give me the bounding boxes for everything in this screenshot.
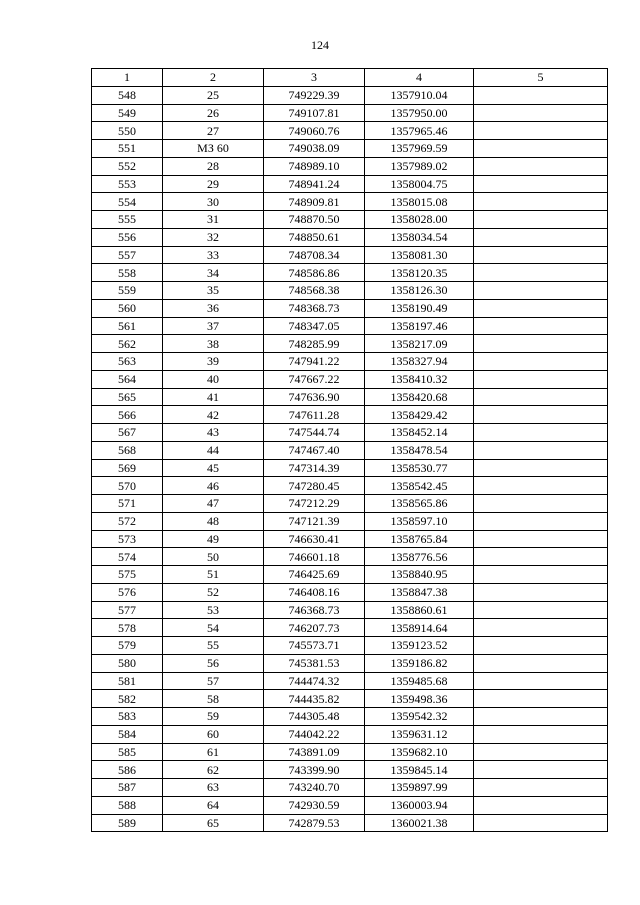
x-coordinate-cell: 747544.74 (264, 424, 365, 442)
table-row (92, 672, 608, 690)
x-coordinate-cell: 748368.73 (264, 299, 365, 317)
page-number: 124 (311, 38, 329, 52)
point-cell: 28 (163, 157, 264, 175)
y-coordinate-cell: 1360021.38 (365, 814, 474, 832)
point-cell: 44 (163, 441, 264, 459)
x-coordinate-cell: 748708.34 (264, 246, 365, 264)
table-body (92, 86, 608, 832)
table-row (92, 264, 608, 282)
notes-cell (474, 406, 608, 424)
notes-cell (474, 477, 608, 495)
notes-cell (474, 814, 608, 832)
table-row (92, 725, 608, 743)
row-number-cell: 588 (92, 796, 163, 814)
point-cell: 37 (163, 317, 264, 335)
x-coordinate-cell: 747121.39 (264, 512, 365, 530)
x-coordinate-cell: 748989.10 (264, 157, 365, 175)
row-number-cell: 580 (92, 654, 163, 672)
row-number-cell: 562 (92, 335, 163, 353)
row-number-cell: 579 (92, 637, 163, 655)
notes-cell (474, 388, 608, 406)
x-coordinate-cell: 748568.38 (264, 282, 365, 300)
row-number-cell: 581 (92, 672, 163, 690)
row-number-cell: 584 (92, 725, 163, 743)
y-coordinate-cell: 1358452.14 (365, 424, 474, 442)
point-cell: 48 (163, 512, 264, 530)
point-cell: 39 (163, 353, 264, 371)
point-cell: МЗ 60 (163, 140, 264, 158)
x-coordinate-cell: 748870.50 (264, 211, 365, 229)
row-number-cell: 568 (92, 441, 163, 459)
row-number-cell: 552 (92, 157, 163, 175)
row-number-cell: 565 (92, 388, 163, 406)
table-row (92, 690, 608, 708)
row-number-cell: 564 (92, 370, 163, 388)
x-coordinate-cell: 747667.22 (264, 370, 365, 388)
row-number-cell: 561 (92, 317, 163, 335)
y-coordinate-cell: 1358840.95 (365, 566, 474, 584)
point-cell: 42 (163, 406, 264, 424)
x-coordinate-cell: 748850.61 (264, 228, 365, 246)
row-number-cell: 572 (92, 512, 163, 530)
y-coordinate-cell: 1358120.35 (365, 264, 474, 282)
notes-cell (474, 228, 608, 246)
x-coordinate-cell: 749038.09 (264, 140, 365, 158)
y-coordinate-cell: 1358847.38 (365, 583, 474, 601)
notes-cell (474, 761, 608, 779)
table-row (92, 637, 608, 655)
point-cell: 50 (163, 548, 264, 566)
table-row (92, 601, 608, 619)
point-cell: 41 (163, 388, 264, 406)
y-coordinate-cell: 1357969.59 (365, 140, 474, 158)
x-coordinate-cell: 745573.71 (264, 637, 365, 655)
notes-cell (474, 122, 608, 140)
row-number-cell: 551 (92, 140, 163, 158)
row-number-cell: 554 (92, 193, 163, 211)
column-header-1: 1 (92, 69, 163, 87)
row-number-cell: 556 (92, 228, 163, 246)
notes-cell (474, 175, 608, 193)
table-row (92, 104, 608, 122)
table-row (92, 548, 608, 566)
y-coordinate-cell: 1358429.42 (365, 406, 474, 424)
y-coordinate-cell: 1358597.10 (365, 512, 474, 530)
point-cell: 31 (163, 211, 264, 229)
table-row (92, 335, 608, 353)
table-row (92, 282, 608, 300)
y-coordinate-cell: 1358765.84 (365, 530, 474, 548)
row-number-cell: 583 (92, 708, 163, 726)
x-coordinate-cell: 746425.69 (264, 566, 365, 584)
y-coordinate-cell: 1358565.86 (365, 495, 474, 513)
x-coordinate-cell: 747280.45 (264, 477, 365, 495)
row-number-cell: 586 (92, 761, 163, 779)
y-coordinate-cell: 1358776.56 (365, 548, 474, 566)
y-coordinate-cell: 1359631.12 (365, 725, 474, 743)
y-coordinate-cell: 1359542.32 (365, 708, 474, 726)
point-cell: 55 (163, 637, 264, 655)
notes-cell (474, 779, 608, 797)
notes-cell (474, 140, 608, 158)
point-cell: 45 (163, 459, 264, 477)
table-row (92, 140, 608, 158)
x-coordinate-cell: 748347.05 (264, 317, 365, 335)
point-cell: 43 (163, 424, 264, 442)
row-number-cell: 577 (92, 601, 163, 619)
row-number-cell: 576 (92, 583, 163, 601)
x-coordinate-cell: 746207.73 (264, 619, 365, 637)
y-coordinate-cell: 1358028.00 (365, 211, 474, 229)
notes-cell (474, 335, 608, 353)
x-coordinate-cell: 742879.53 (264, 814, 365, 832)
row-number-cell: 582 (92, 690, 163, 708)
point-cell: 59 (163, 708, 264, 726)
y-coordinate-cell: 1358217.09 (365, 335, 474, 353)
x-coordinate-cell: 743891.09 (264, 743, 365, 761)
point-cell: 29 (163, 175, 264, 193)
y-coordinate-cell: 1358542.45 (365, 477, 474, 495)
table-row (92, 122, 608, 140)
table-row (92, 157, 608, 175)
x-coordinate-cell: 744042.22 (264, 725, 365, 743)
point-cell: 26 (163, 104, 264, 122)
x-coordinate-cell: 746408.16 (264, 583, 365, 601)
notes-cell (474, 512, 608, 530)
row-number-cell: 550 (92, 122, 163, 140)
x-coordinate-cell: 747212.29 (264, 495, 365, 513)
x-coordinate-cell: 748586.86 (264, 264, 365, 282)
notes-cell (474, 264, 608, 282)
y-coordinate-cell: 1358034.54 (365, 228, 474, 246)
row-number-cell: 575 (92, 566, 163, 584)
table-row (92, 441, 608, 459)
column-header-3: 3 (264, 69, 365, 87)
table-row (92, 353, 608, 371)
y-coordinate-cell: 1357910.04 (365, 86, 474, 104)
row-number-cell: 569 (92, 459, 163, 477)
table-header-row (92, 69, 608, 87)
notes-cell (474, 211, 608, 229)
notes-cell (474, 796, 608, 814)
y-coordinate-cell: 1358327.94 (365, 353, 474, 371)
row-number-cell: 587 (92, 779, 163, 797)
x-coordinate-cell: 747611.28 (264, 406, 365, 424)
notes-cell (474, 353, 608, 371)
table-row (92, 654, 608, 672)
table-row (92, 424, 608, 442)
table-row (92, 193, 608, 211)
notes-cell (474, 441, 608, 459)
table-row (92, 761, 608, 779)
point-cell: 53 (163, 601, 264, 619)
point-cell: 49 (163, 530, 264, 548)
point-cell: 58 (163, 690, 264, 708)
y-coordinate-cell: 1359845.14 (365, 761, 474, 779)
notes-cell (474, 246, 608, 264)
notes-cell (474, 193, 608, 211)
point-cell: 46 (163, 477, 264, 495)
x-coordinate-cell: 749229.39 (264, 86, 365, 104)
y-coordinate-cell: 1358004.75 (365, 175, 474, 193)
point-cell: 36 (163, 299, 264, 317)
notes-cell (474, 601, 608, 619)
x-coordinate-cell: 748941.24 (264, 175, 365, 193)
x-coordinate-cell: 747636.90 (264, 388, 365, 406)
x-coordinate-cell: 746368.73 (264, 601, 365, 619)
table-row (92, 512, 608, 530)
row-number-cell: 570 (92, 477, 163, 495)
table-row (92, 175, 608, 193)
x-coordinate-cell: 747314.39 (264, 459, 365, 477)
row-number-cell: 548 (92, 86, 163, 104)
x-coordinate-cell: 744435.82 (264, 690, 365, 708)
table-row (92, 228, 608, 246)
coordinates-table (91, 68, 608, 832)
table-row (92, 495, 608, 513)
table-row (92, 317, 608, 335)
y-coordinate-cell: 1359186.82 (365, 654, 474, 672)
table-row (92, 619, 608, 637)
table-row (92, 743, 608, 761)
row-number-cell: 571 (92, 495, 163, 513)
y-coordinate-cell: 1359485.68 (365, 672, 474, 690)
point-cell: 62 (163, 761, 264, 779)
y-coordinate-cell: 1358420.68 (365, 388, 474, 406)
y-coordinate-cell: 1357950.00 (365, 104, 474, 122)
x-coordinate-cell: 743240.70 (264, 779, 365, 797)
notes-cell (474, 86, 608, 104)
row-number-cell: 589 (92, 814, 163, 832)
row-number-cell: 549 (92, 104, 163, 122)
y-coordinate-cell: 1358478.54 (365, 441, 474, 459)
row-number-cell: 560 (92, 299, 163, 317)
point-cell: 56 (163, 654, 264, 672)
point-cell: 61 (163, 743, 264, 761)
point-cell: 60 (163, 725, 264, 743)
table-row (92, 708, 608, 726)
row-number-cell: 555 (92, 211, 163, 229)
notes-cell (474, 299, 608, 317)
point-cell: 64 (163, 796, 264, 814)
x-coordinate-cell: 748909.81 (264, 193, 365, 211)
table-row (92, 779, 608, 797)
y-coordinate-cell: 1357989.02 (365, 157, 474, 175)
x-coordinate-cell: 747467.40 (264, 441, 365, 459)
point-cell: 57 (163, 672, 264, 690)
point-cell: 52 (163, 583, 264, 601)
notes-cell (474, 459, 608, 477)
notes-cell (474, 317, 608, 335)
table-row (92, 459, 608, 477)
table-row (92, 406, 608, 424)
point-cell: 27 (163, 122, 264, 140)
row-number-cell: 585 (92, 743, 163, 761)
notes-cell (474, 743, 608, 761)
y-coordinate-cell: 1358197.46 (365, 317, 474, 335)
y-coordinate-cell: 1358190.49 (365, 299, 474, 317)
y-coordinate-cell: 1358015.08 (365, 193, 474, 211)
column-header-4: 4 (365, 69, 474, 87)
y-coordinate-cell: 1358126.30 (365, 282, 474, 300)
point-cell: 32 (163, 228, 264, 246)
point-cell: 47 (163, 495, 264, 513)
table-row (92, 388, 608, 406)
point-cell: 51 (163, 566, 264, 584)
table-row (92, 583, 608, 601)
point-cell: 30 (163, 193, 264, 211)
y-coordinate-cell: 1357965.46 (365, 122, 474, 140)
row-number-cell: 563 (92, 353, 163, 371)
notes-cell (474, 672, 608, 690)
point-cell: 40 (163, 370, 264, 388)
y-coordinate-cell: 1360003.94 (365, 796, 474, 814)
table-row (92, 370, 608, 388)
notes-cell (474, 424, 608, 442)
x-coordinate-cell: 749107.81 (264, 104, 365, 122)
notes-cell (474, 637, 608, 655)
notes-cell (474, 530, 608, 548)
notes-cell (474, 548, 608, 566)
column-header-5: 5 (474, 69, 608, 87)
row-number-cell: 553 (92, 175, 163, 193)
y-coordinate-cell: 1358081.30 (365, 246, 474, 264)
notes-cell (474, 566, 608, 584)
notes-cell (474, 495, 608, 513)
x-coordinate-cell: 745381.53 (264, 654, 365, 672)
row-number-cell: 559 (92, 282, 163, 300)
x-coordinate-cell: 747941.22 (264, 353, 365, 371)
notes-cell (474, 104, 608, 122)
y-coordinate-cell: 1359897.99 (365, 779, 474, 797)
row-number-cell: 578 (92, 619, 163, 637)
notes-cell (474, 708, 608, 726)
table-row (92, 299, 608, 317)
row-number-cell: 573 (92, 530, 163, 548)
table-row (92, 246, 608, 264)
row-number-cell: 558 (92, 264, 163, 282)
y-coordinate-cell: 1358410.32 (365, 370, 474, 388)
x-coordinate-cell: 749060.76 (264, 122, 365, 140)
row-number-cell: 567 (92, 424, 163, 442)
table-row (92, 796, 608, 814)
x-coordinate-cell: 748285.99 (264, 335, 365, 353)
notes-cell (474, 619, 608, 637)
point-cell: 63 (163, 779, 264, 797)
notes-cell (474, 157, 608, 175)
table-row (92, 211, 608, 229)
notes-cell (474, 690, 608, 708)
y-coordinate-cell: 1358860.61 (365, 601, 474, 619)
y-coordinate-cell: 1359498.36 (365, 690, 474, 708)
point-cell: 34 (163, 264, 264, 282)
notes-cell (474, 282, 608, 300)
table-row (92, 86, 608, 104)
x-coordinate-cell: 743399.90 (264, 761, 365, 779)
table-row (92, 530, 608, 548)
y-coordinate-cell: 1358530.77 (365, 459, 474, 477)
point-cell: 65 (163, 814, 264, 832)
point-cell: 38 (163, 335, 264, 353)
notes-cell (474, 583, 608, 601)
notes-cell (474, 725, 608, 743)
notes-cell (474, 370, 608, 388)
x-coordinate-cell: 746601.18 (264, 548, 365, 566)
row-number-cell: 574 (92, 548, 163, 566)
y-coordinate-cell: 1359682.10 (365, 743, 474, 761)
point-cell: 54 (163, 619, 264, 637)
point-cell: 33 (163, 246, 264, 264)
point-cell: 35 (163, 282, 264, 300)
row-number-cell: 566 (92, 406, 163, 424)
notes-cell (474, 654, 608, 672)
table-row (92, 814, 608, 832)
table-row (92, 477, 608, 495)
x-coordinate-cell: 742930.59 (264, 796, 365, 814)
y-coordinate-cell: 1359123.52 (365, 637, 474, 655)
table-row (92, 566, 608, 584)
x-coordinate-cell: 744305.48 (264, 708, 365, 726)
x-coordinate-cell: 746630.41 (264, 530, 365, 548)
x-coordinate-cell: 744474.32 (264, 672, 365, 690)
column-header-2: 2 (163, 69, 264, 87)
y-coordinate-cell: 1358914.64 (365, 619, 474, 637)
row-number-cell: 557 (92, 246, 163, 264)
point-cell: 25 (163, 86, 264, 104)
